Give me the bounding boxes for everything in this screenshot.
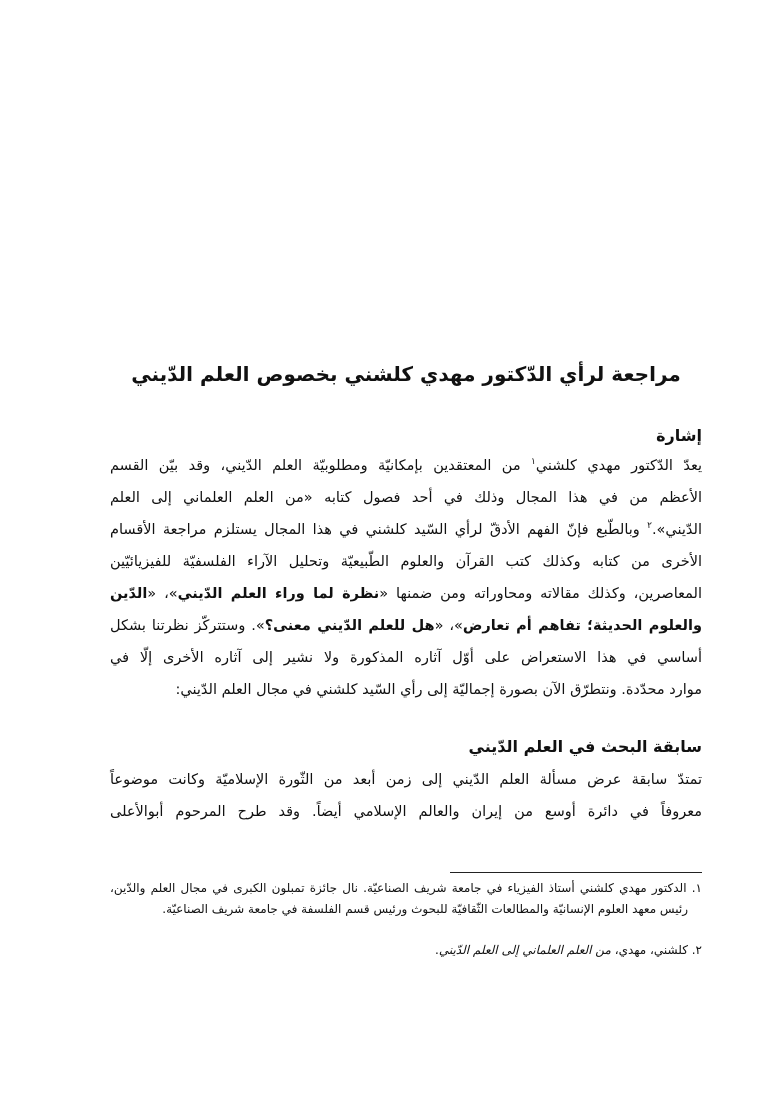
body-line: تمتدّ سابقة عرض مسألة العلم الدّيني إلى زمن أبعد من الثّورة الإسلاميّة وكانت موضوعاً: [110, 772, 702, 788]
book-title: من العلم العلماني إلى العلم الدّيني: [438, 943, 611, 957]
body-line: [110, 454, 702, 478]
footnote-2: [110, 940, 702, 961]
bold-title: والعلوم الحديثة؛ تفاهم أم تعارض: [462, 618, 702, 634]
text: ». وستتركّز نظرتنا بشكل: [110, 618, 265, 634]
body-line: معروفاً في دائرة أوسع من إيران والعالم الإسلامي أيضاً. وقد طرح المرحوم أبوالأعلى: [110, 804, 702, 820]
text: المعاصرين، وكذلك مقالاته ومحاوراته ومن ضمنها «: [379, 586, 702, 602]
text: .: [435, 943, 439, 957]
text: ٢. كلشني، مهدي،: [610, 943, 702, 957]
body-line: الأخرى من كتابه وكذلك كتب القرآن والعلوم الطّبيعيّة وتحليل الآراء الفلسفيّة للفيزيائيّين: [110, 554, 702, 570]
page-title: مراجعة لرأي الدّكتور مهدي كلشني بخصوص العلم الدّيني: [131, 362, 681, 386]
bold-title: نظرة لما وراء العلم الدّيني: [177, 586, 380, 602]
section-heading-background: سابقة البحث في العلم الدّيني: [468, 737, 702, 756]
body-line: [110, 518, 702, 542]
body-line: الأعظم من في هذا المجال وذلك في أحد فصول كتابه «من العلم العلماني إلى العلم: [110, 490, 702, 506]
footnote-divider: [450, 872, 702, 873]
bold-title: الدّين: [110, 586, 148, 602]
body-line: أساسي في هذا الاستعراض على أوّل آثاره المذكورة ولا نشير إلى آثاره الأخرى إلّا في: [110, 650, 702, 666]
section-heading-ishara: إشارة: [656, 426, 702, 445]
body-line: [110, 582, 702, 606]
text: يعدّ الدّكتور مهدي كلشني: [535, 458, 702, 474]
footnote-1: ١. الدكتور مهدي كلشني أستاذ الفيزياء في جامعة شريف الصناعيّة. نال جائزة تمبلون الكبرى في مجال العلم والدّين، رئيس معهد العلوم الإنسانيّة والمطالعات الثّقافيّة للبحوث ورئيس قسم الفلسفة في جامعة شريف الصناعيّة.: [110, 881, 702, 916]
footnote-ref-1[interactable]: ١: [531, 457, 536, 468]
footnote-ref-2[interactable]: ٢: [647, 521, 652, 532]
text: من المعتقدين بإمكانيّة ومطلوبيّة العلم الدّيني، وقد بيّن القسم: [110, 458, 531, 474]
text: »، «: [434, 618, 463, 634]
text: »، «: [147, 586, 178, 602]
bold-title: هل للعلم الدّيني معنى؟: [264, 618, 435, 634]
text: وبالطّبع فإنّ الفهم الأدقّ لرأي السّيد كلشني في هذا المجال يستلزم مراجعة الأقسام: [110, 522, 648, 538]
body-line: موارد محدّدة. ونتطرّق الآن بصورة إجماليّة إلى رأي السّيد كلشني في مجال العلم الدّيني:: [175, 682, 702, 698]
body-line: [110, 614, 702, 638]
text: الدّيني».: [651, 522, 702, 538]
